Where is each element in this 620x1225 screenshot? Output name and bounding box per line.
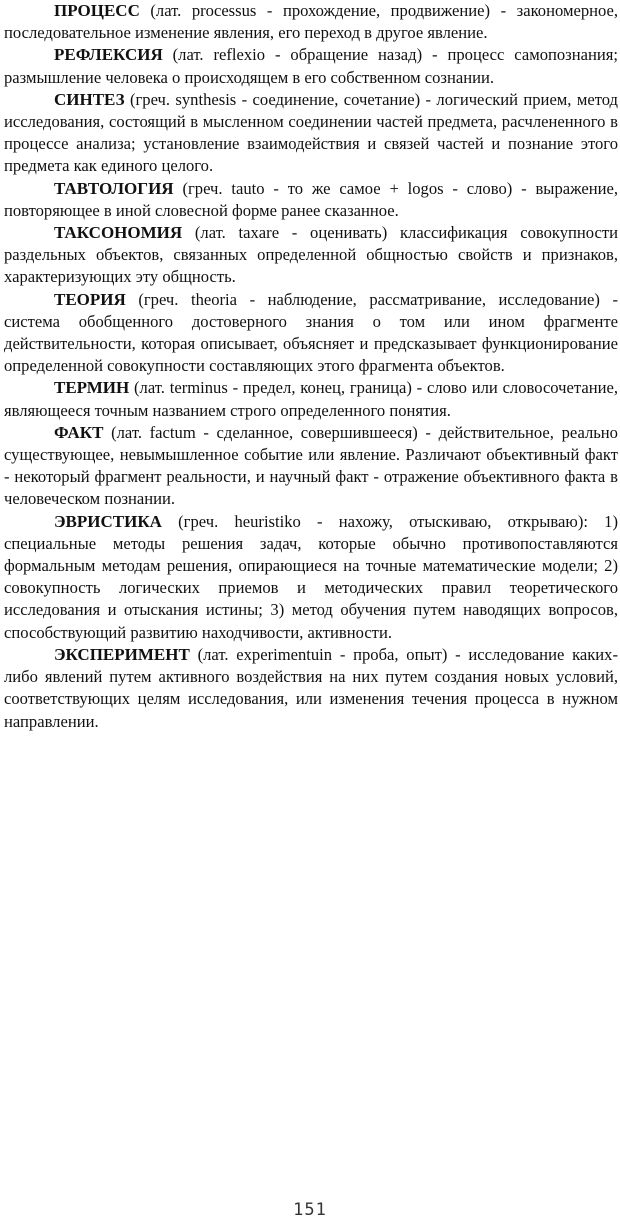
glossary-entry-term: [4, 377, 618, 421]
entry-definition: (греч. theoria - наблюдение, рассматривание, исследование) - система обобщенного достоверного знания о том или ином фрагменте действительности, которая описывает, объясняет и предсказывает функционирование определенной совокупности составляющих этого фрагмента объектов.: [4, 289, 618, 376]
entry-term: СИНТЕЗ: [54, 89, 125, 109]
entry-term: ЭКСПЕРИМЕНТ: [54, 644, 190, 664]
entry-definition: (греч. synthesis - соединение, сочетание) - логический прием, метод исследования, состоящий в мысленном соединении частей предмета, расчлененного в процессе анализа; установление взаимодействия и связей частей и познание этого предмета как единого целого.: [4, 89, 618, 176]
entry-term: ТЕОРИЯ: [54, 289, 126, 309]
entry-definition: (греч. tauto - то же самое + logos - слово) - выражение, повторяющее в иной словесной форме ранее сказанное.: [4, 178, 618, 220]
glossary-entry-tautology: [4, 178, 618, 222]
glossary-entry-taxonomy: [4, 222, 618, 289]
entry-term: РЕФЛЕКСИЯ: [54, 45, 163, 65]
glossary-entry-theory: [4, 289, 618, 378]
glossary-entry-fact: [4, 422, 618, 511]
entry-term: ТЕРМИН: [54, 378, 130, 398]
glossary-entry-synthesis: [4, 89, 618, 178]
glossary-entry-experiment: [4, 644, 618, 733]
glossary-entry-reflection: [4, 44, 618, 88]
entry-term: ТАКСОНОМИЯ: [54, 223, 183, 243]
entry-term: ПРОЦЕСС: [54, 1, 140, 20]
glossary-entry-heuristics: [4, 511, 618, 644]
page-number: 151: [293, 1200, 327, 1220]
entry-definition: (лат. experimentuin - проба, опыт) - исследование каких-либо явлений путем активного воздействия на них путем создания новых условий, соответствующих целям исследования, или изменения течения процесса в нужном направлении.: [4, 644, 619, 731]
entry-definition: (греч. heuristiko - нахожу, отыскиваю, открываю): 1) специальные методы решения задач, которые обычно противопоставляются формальным методам решения, опирающиеся на точные математические модели; 2) совокупность логических приемов и методических правил теоретического исследования и отыскания истины; 3) метод обучения путем наводящих вопросов, способствующий развитию находчивости, активности.: [4, 511, 618, 642]
entry-definition: (лат. terminus - предел, конец, граница) - слово или словосочетание, являющееся точным названием строго определенного понятия.: [4, 378, 618, 420]
entry-definition: (лат. processus - прохождение, продвижение) - закономерное, последовательное изменение явления, его переход в другое явление.: [4, 1, 619, 43]
entry-term: ТАВТОЛОГИЯ: [54, 178, 174, 198]
entry-definition: (лат. reflexio - обращение назад) - процесс самопознания; размышление человека о происходящем в его собственном сознании.: [4, 45, 618, 87]
entry-definition: (лат. taxare - оценивать) классификация совокупности раздельных объектов, связанных определенной общностью свойств и признаков, характеризующих эту общность.: [4, 223, 618, 287]
glossary-entry-process: [4, 0, 618, 44]
entry-definition: (лат. factum - сделанное, совершившееся) - действительное, реально существующее, невымышленное событие или явление. Различают объективный факт - некоторый фрагмент реальности, и научный факт - отражение объективного факта в человеческом познании.: [4, 422, 618, 509]
glossary-text: [4, 0, 618, 733]
entry-term: ФАКТ: [54, 422, 104, 442]
entry-term: ЭВРИСТИКА: [54, 511, 162, 531]
